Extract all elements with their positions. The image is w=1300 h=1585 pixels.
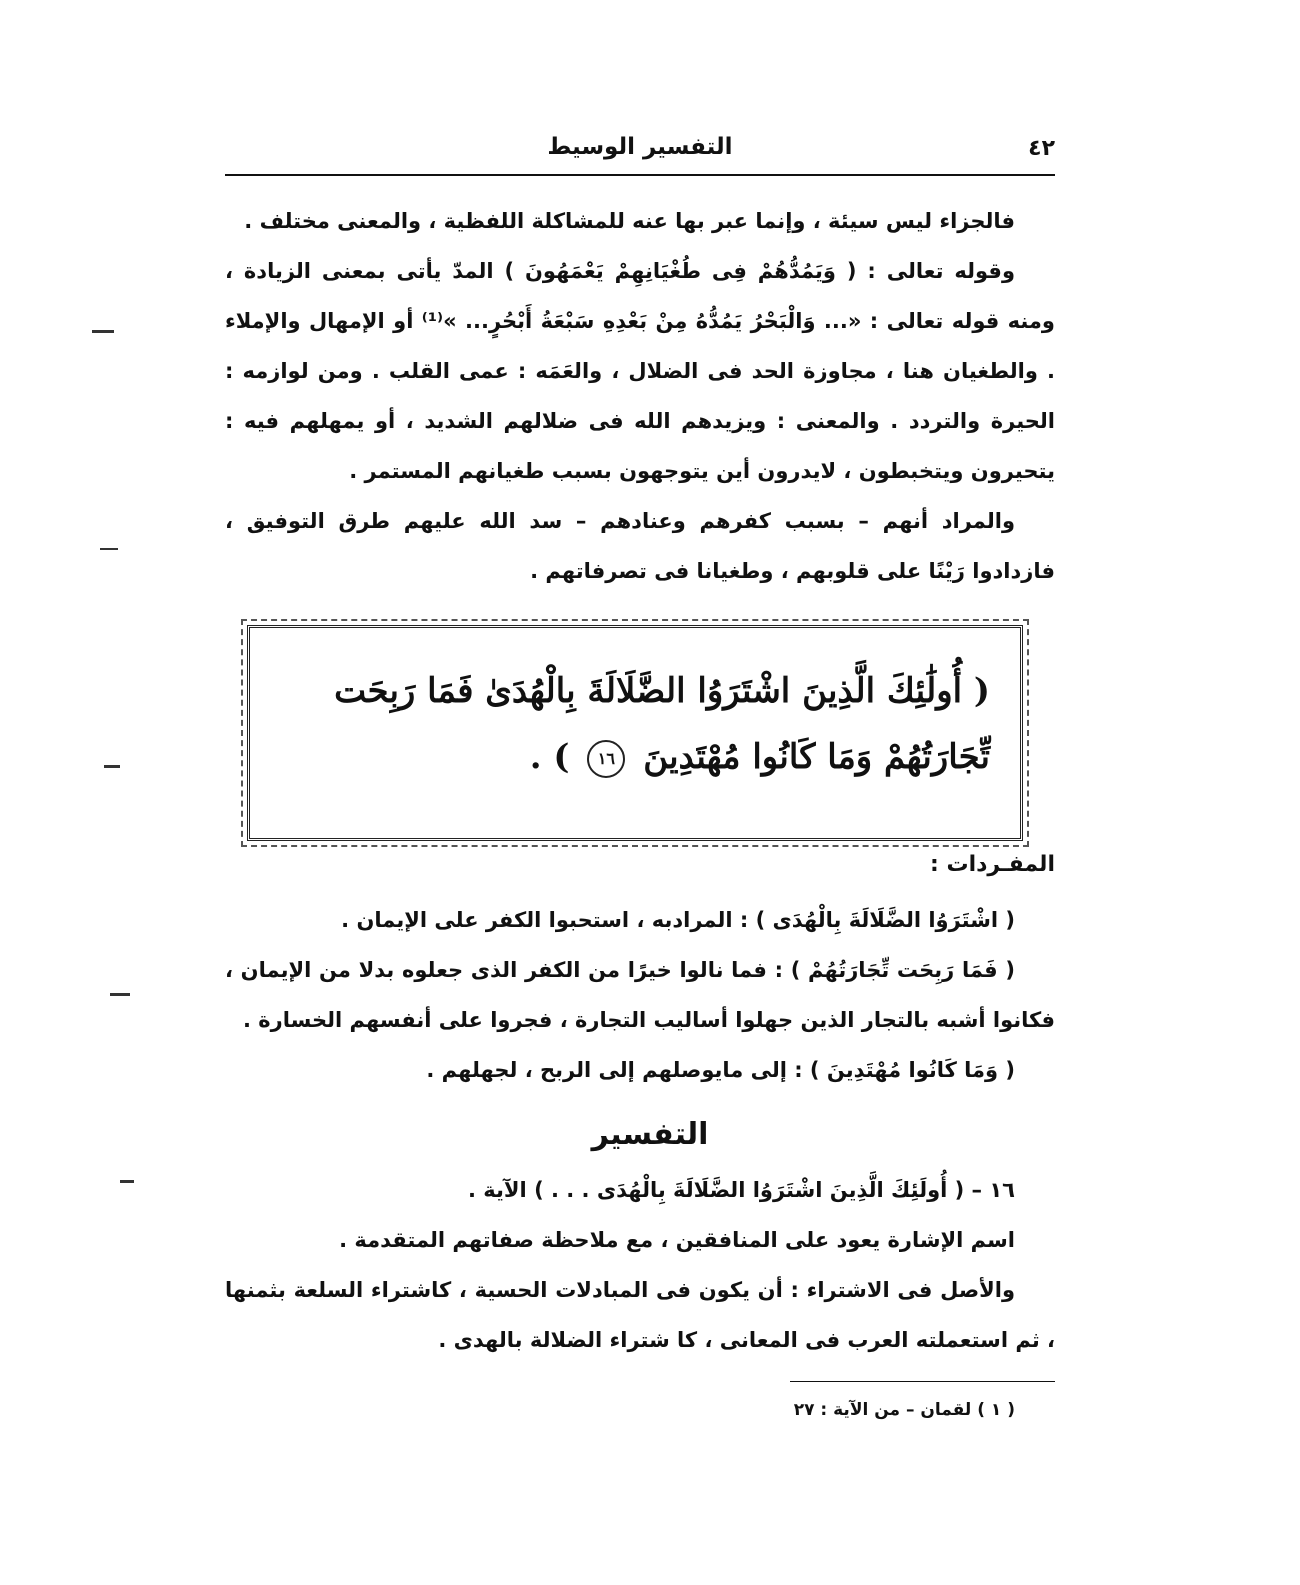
scan-mark bbox=[120, 1180, 134, 1183]
intro-section bbox=[225, 196, 1055, 596]
verse-closing: ) . bbox=[529, 737, 570, 777]
scan-mark bbox=[110, 993, 130, 996]
header-divider bbox=[225, 174, 1055, 176]
running-title: التفسير الوسيط bbox=[547, 134, 733, 160]
verse-frame bbox=[247, 625, 1023, 841]
vocabulary-item: ( اشْتَرَوُا الضَّلَالَةَ بِالْهُدَى ) : المرادبه ، استحبوا الكفر على الإيمان . bbox=[341, 908, 1015, 932]
intro-paragraph: وقوله تعالى : ( وَيَمُدُّهُمْ فِى طُغْيَانِهِمْ يَعْمَهُونَ ) المدّ يأتى بمعنى الزيادة ، ومنه قوله تعالى : «... وَالْبَحْرُ يَمُدُّهُ مِنْ بَعْدِهِ سَبْعَةُ أَبْحُرٍ... »⁽¹⁾ أو الإمهال والإملاء . والطغيان هنا ، مجاوزة الحد فى الضلال ، والعَمَه : عمى القلب . ومن لوازمه : الحيرة والتردد . والمعنى : ويزيدهم الله فى ضلالهم الشديد ، أو يمهلهم فيه : يتحيرون ويتخبطون ، لايدرون أين يتوجهون بسبب طغيانهم المستمر . bbox=[225, 259, 1055, 483]
tafsir-heading: التفسير bbox=[591, 1117, 709, 1152]
quran-verse bbox=[280, 658, 990, 790]
verse-text: ( أُولَٰئِكَ الَّذِينَ اشْتَرَوُا الضَّلَالَةَ بِالْهُدَىٰ فَمَا رَبِحَت تِّجَارَتُهُمْ وَمَا كَانُوا مُهْتَدِينَ bbox=[334, 671, 990, 777]
footnote-divider bbox=[790, 1381, 1055, 1382]
scan-mark bbox=[104, 765, 120, 768]
vocabulary-item: ( فَمَا رَبِحَت تِّجَارَتُهُمْ ) : فما نالوا خيرًا من الكفر الذى جعلوه بدلا من الإيمان ، فكانوا أشبه بالتجار الذين جهلوا أساليب التجارة ، فجروا على أنفسهم الخسارة . bbox=[225, 958, 1055, 1032]
scan-mark bbox=[100, 548, 118, 550]
tafsir-section bbox=[225, 1165, 1055, 1365]
page-number: ٤٢ bbox=[1028, 136, 1055, 161]
vocabulary-section bbox=[225, 895, 1055, 1095]
page-header bbox=[225, 132, 1055, 174]
scan-mark bbox=[92, 330, 114, 333]
intro-paragraph: فالجزاء ليس سيئة ، وإنما عبر بها عنه للمشاكلة اللفظية ، والمعنى مختلف . bbox=[244, 209, 1015, 233]
tafsir-paragraph: ١٦ – ( أُولَئِكَ الَّذِينَ اشْتَرَوُا الضَّلَالَةَ بِالْهُدَى . . . ) الآية . bbox=[468, 1178, 1015, 1202]
footnote: ( ١ ) لقمان – من الآية : ٢٧ bbox=[793, 1400, 1015, 1420]
vocabulary-item: ( وَمَا كَانُوا مُهْتَدِينَ ) : إلى مايوصلهم إلى الربح ، لجهلهم . bbox=[426, 1058, 1015, 1082]
tafsir-paragraph: اسم الإشارة يعود على المنافقين ، مع ملاحظة صفاتهم المتقدمة . bbox=[339, 1228, 1015, 1252]
vocabulary-heading: المفـردات : bbox=[930, 852, 1055, 877]
intro-paragraph: والمراد أنهم – بسبب كفرهم وعنادهم – سد الله عليهم طرق التوفيق ، فازدادوا رَيْنًا على قلوبهم ، وطغيانا فى تصرفاتهم . bbox=[225, 509, 1055, 583]
verse-number-icon: ١٦ bbox=[587, 740, 625, 778]
tafsir-paragraph: والأصل فى الاشتراء : أن يكون فى المبادلات الحسية ، كاشتراء السلعة بثمنها ، ثم استعملته العرب فى المعانى ، كا شتراء الضلالة بالهدى . bbox=[225, 1278, 1055, 1352]
